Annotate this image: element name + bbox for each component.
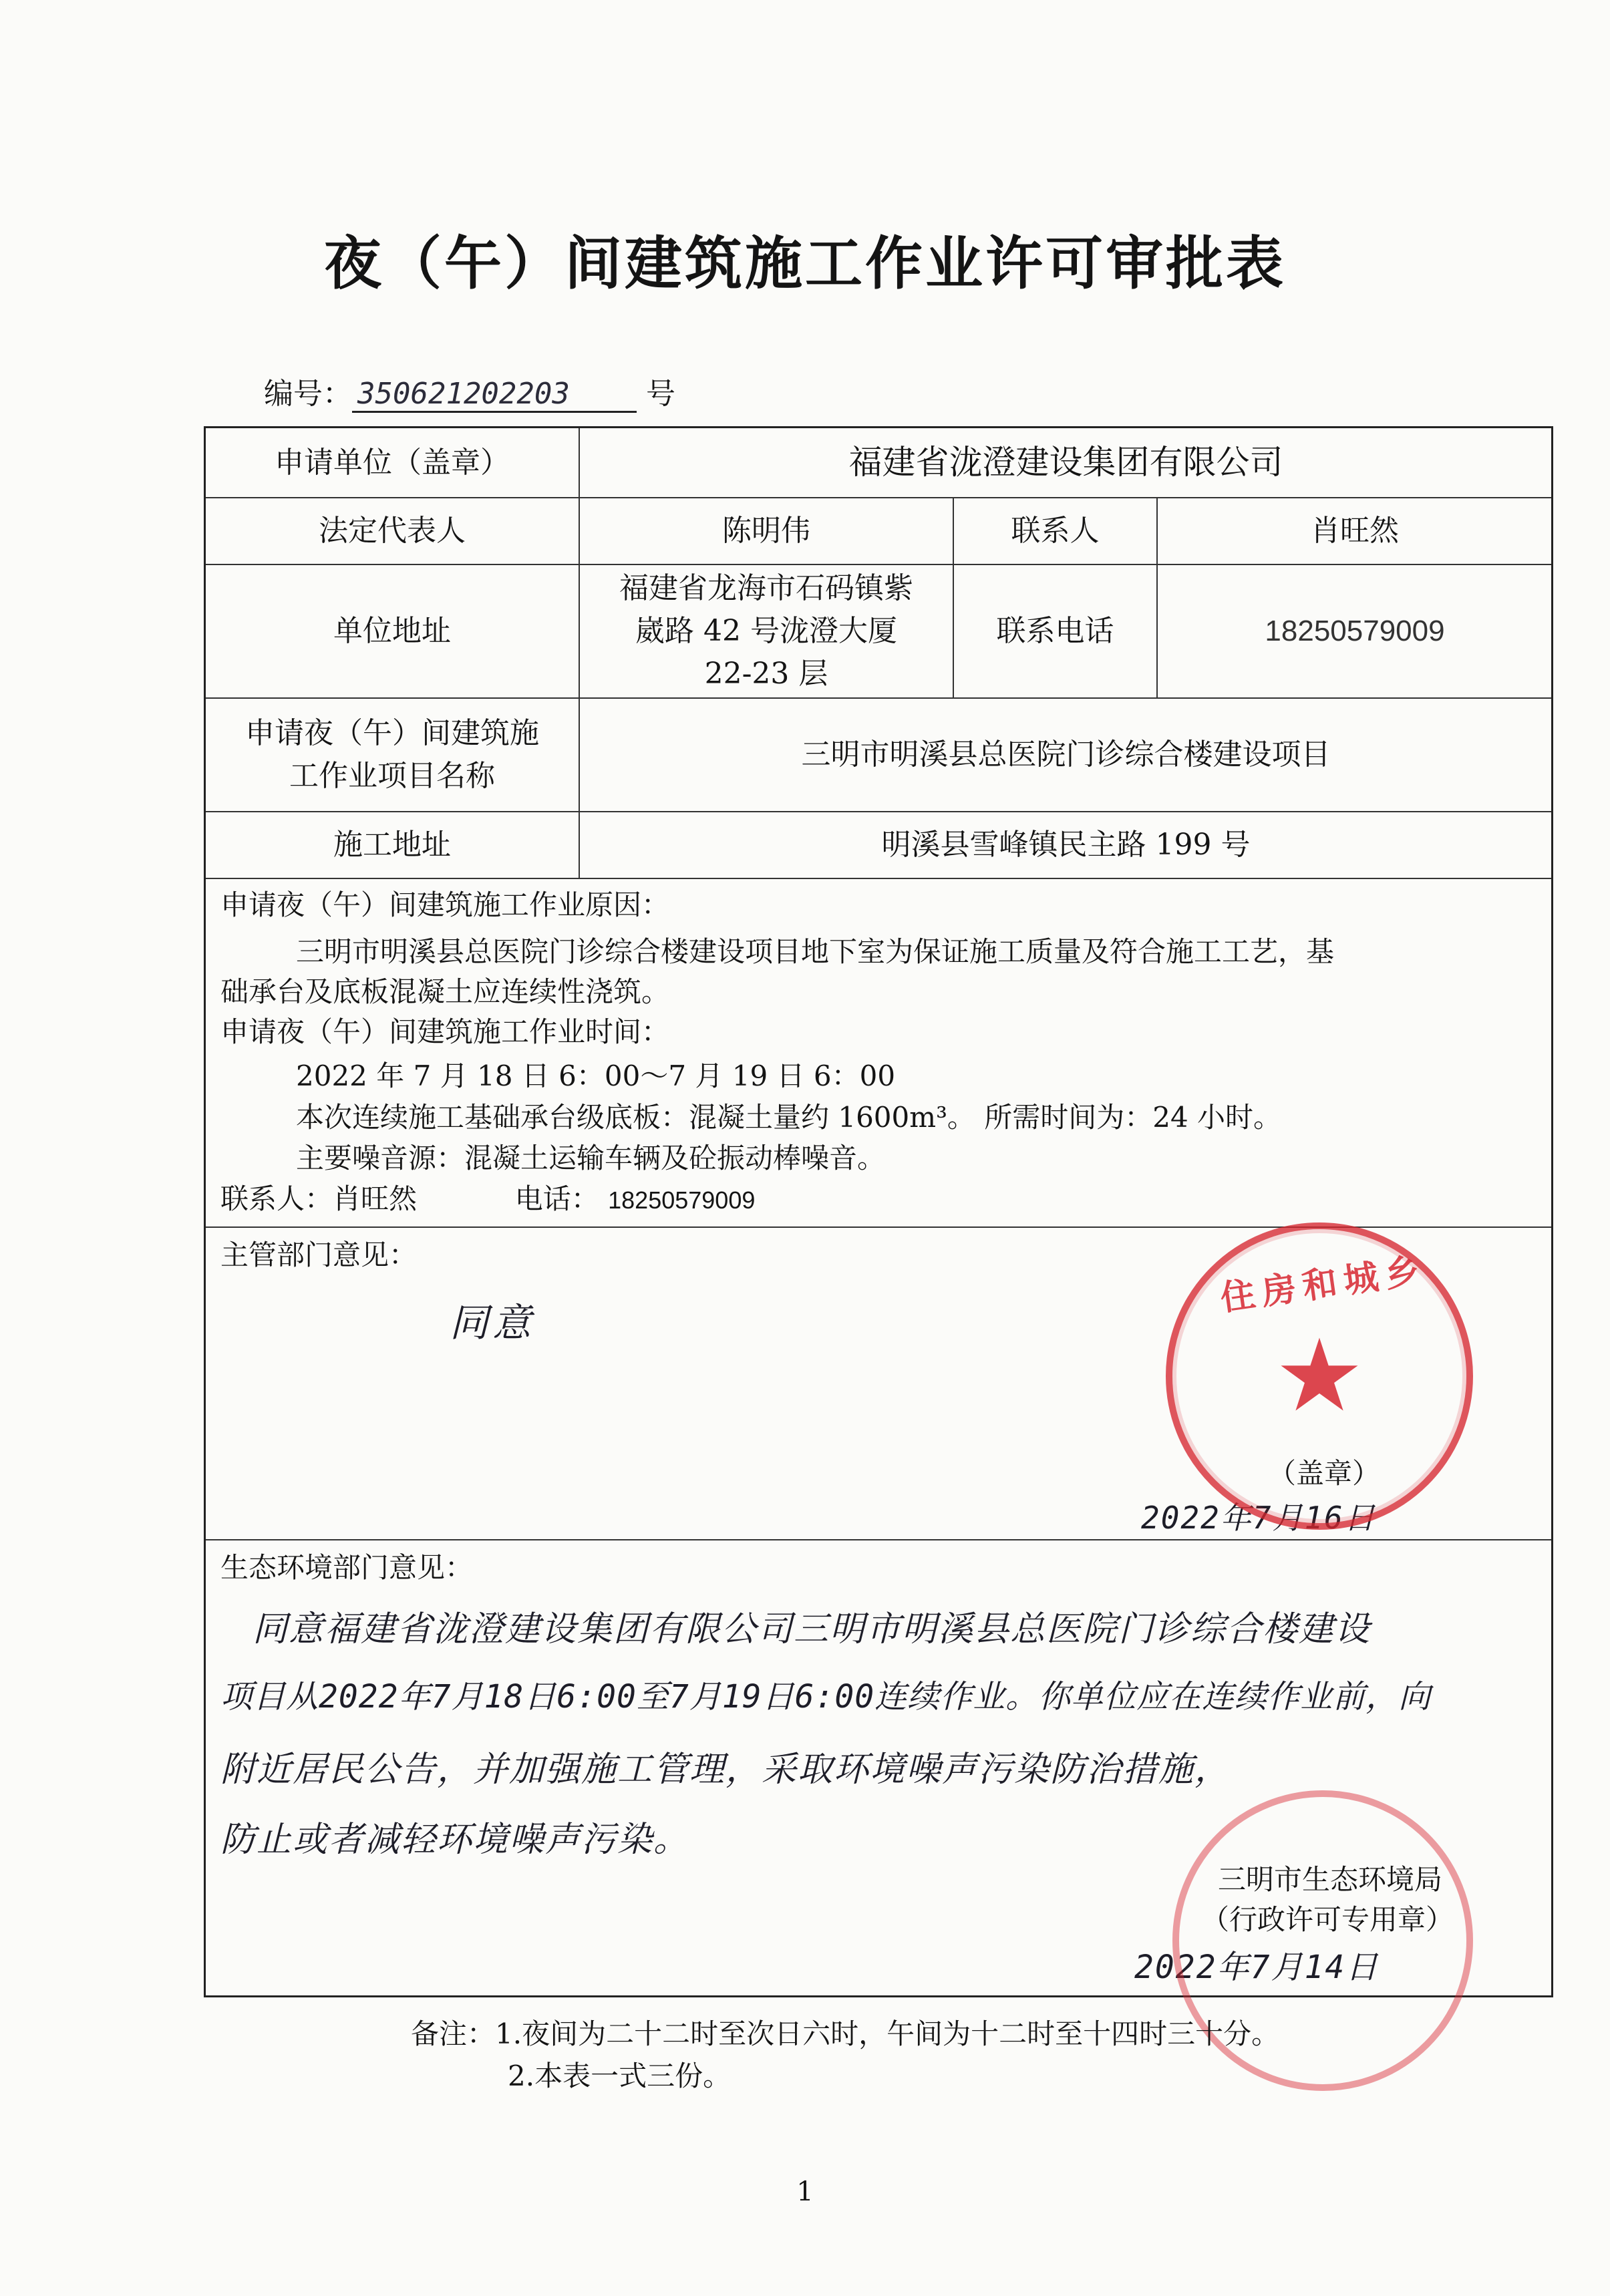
project-label-line-2: 工作业项目名称 xyxy=(289,759,495,793)
contact-value: 肖旺然 xyxy=(1311,514,1399,548)
reason-section xyxy=(206,879,1551,1228)
legal-rep-value: 陈明伟 xyxy=(580,498,954,564)
eco-line-2: 项目从2022年7月18日6:00至7月19日6:00连续作业。你单位应在连续作业前，向 xyxy=(220,1678,1432,1715)
project-label-line-1: 申请夜（午）间建筑施 xyxy=(245,716,539,751)
project-label xyxy=(206,699,580,811)
serial-number xyxy=(264,369,675,413)
eco-line-3: 附近居民公告，并加强施工管理，采取环境噪声污染防治措施， xyxy=(220,1750,1231,1790)
time-heading: 申请夜（午）间建筑施工作业时间： xyxy=(220,1015,670,1048)
address-line-1: 福建省龙海市石码镇紫 xyxy=(619,571,913,606)
legal-rep-label: 法定代表人 xyxy=(206,498,580,564)
notes-line-1: 备注：1.夜间为二十二时至次日六时，午间为十二时至十四时三十分。 xyxy=(411,2017,1280,2050)
phone-value: 18250579009 xyxy=(1265,615,1445,648)
address-line-2: 崴路 42 号泷澄大厦 xyxy=(635,614,897,649)
notes-line-2: 2.本表一式三份。 xyxy=(508,2060,732,2092)
serial-label: 编号： xyxy=(264,377,352,411)
page-number: 1 xyxy=(796,2176,814,2207)
row-applicant xyxy=(206,428,1551,498)
row-site xyxy=(206,812,1551,879)
dept-seal-note: （盖章） xyxy=(1268,1457,1381,1490)
document-title: 夜（午）间建筑施工作业许可审批表 xyxy=(324,230,1286,297)
reason-phone-value: 18250579009 xyxy=(608,1186,756,1214)
reason-contact xyxy=(220,1177,755,1217)
dept-date: 2022年7月16日 xyxy=(1141,1500,1376,1536)
noise-text: 主要噪音源：混凝土运输车辆及砼振动棒噪音。 xyxy=(296,1142,886,1174)
reason-contact-label: 联系人： xyxy=(220,1182,333,1215)
serial-suffix: 号 xyxy=(646,377,675,411)
eco-heading: 生态环境部门意见： xyxy=(220,1551,474,1584)
contact-label: 联系人 xyxy=(954,498,1158,564)
eco-seal: （行政许可专用章） xyxy=(1201,1903,1454,1936)
housing-bureau-stamp xyxy=(1166,1222,1473,1530)
reason-contact-value: 肖旺然 xyxy=(333,1182,418,1215)
time-value: 2022 年 7 月 18 日 6：00～7 月 19 日 6：00 xyxy=(296,1059,896,1092)
eco-date: 2022年7月14日 xyxy=(1134,1949,1380,1986)
reason-heading: 申请夜（午）间建筑施工作业原因： xyxy=(220,888,670,921)
row-address xyxy=(206,565,1551,699)
address-label: 单位地址 xyxy=(206,565,580,697)
dept-heading: 主管部门意见： xyxy=(220,1239,418,1271)
applicant-value: 福建省泷澄建设集团有限公司 xyxy=(848,443,1283,482)
row-legal-rep xyxy=(206,498,1551,565)
reason-phone-label: 电话： xyxy=(514,1182,599,1215)
stamp-ring-text: 住房和城乡 xyxy=(1218,1250,1429,1319)
reason-line-2: 础承台及底板混凝土应连续性浇筑。 xyxy=(220,975,670,1008)
eco-org: 三明市生态环境局 xyxy=(1218,1863,1443,1896)
applicant-label: 申请单位（盖章） xyxy=(206,428,580,497)
reason-line-1: 三明市明溪县总医院门诊综合楼建设项目地下室为保证施工质量及符合施工工艺，基 xyxy=(296,935,1335,968)
project-value: 三明市明溪县总医院门诊综合楼建设项目 xyxy=(801,737,1331,772)
approval-form-table xyxy=(204,426,1553,1997)
address-line-3: 22-23 层 xyxy=(704,656,828,691)
serial-value: 350621202203 xyxy=(352,377,637,413)
dept-opinion: 同意 xyxy=(450,1300,536,1345)
address-value xyxy=(580,565,954,697)
eco-line-1: 同意福建省泷澄建设集团有限公司三明市明溪县总医院门诊综合楼建设 xyxy=(253,1609,1372,1649)
eco-line-4: 防止或者减轻环境噪声污染。 xyxy=(220,1820,690,1860)
star-icon: ★ xyxy=(1274,1318,1365,1434)
site-label: 施工地址 xyxy=(206,812,580,878)
row-project xyxy=(206,699,1551,812)
phone-label: 联系电话 xyxy=(954,565,1158,697)
volume-text: 本次连续施工基础承台级底板：混凝土量约 1600m³。 所需时间为：24 小时。 xyxy=(296,1101,1282,1134)
site-value: 明溪县雪峰镇民主路 199 号 xyxy=(881,828,1251,862)
